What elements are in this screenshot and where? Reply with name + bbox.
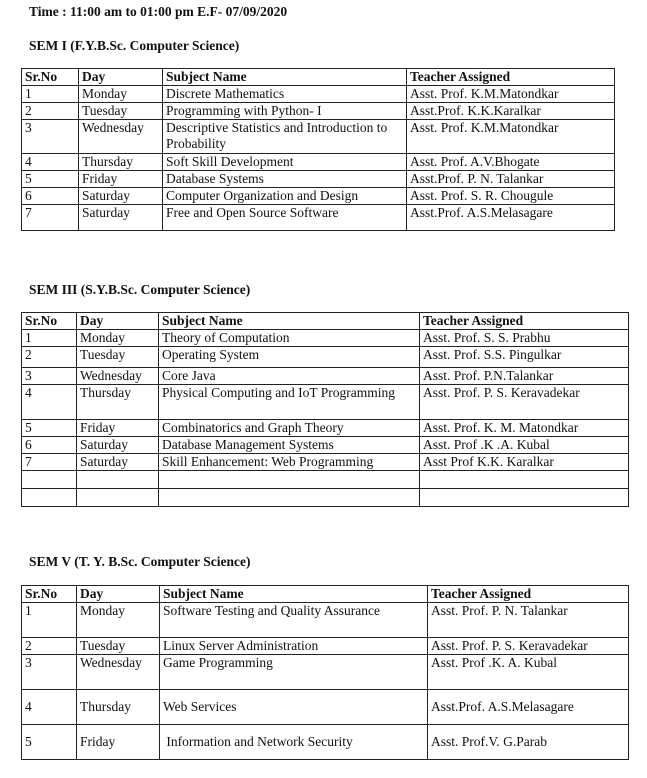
cell-day: Saturday: [79, 188, 163, 205]
cell-teacher: Asst.Prof. P. N. Talankar: [407, 171, 615, 188]
cell-subject: Descriptive Statistics and Introduction to Probability: [163, 120, 407, 154]
col-header-teacher: Teacher Assigned: [407, 69, 615, 86]
cell-subject: Game Programming: [160, 655, 428, 690]
cell-teacher: Asst.Prof. A.S.Melasagare: [407, 205, 615, 231]
col-header-teacher: Teacher Assigned: [428, 586, 629, 603]
table-row: [22, 420, 629, 437]
cell-day: Friday: [77, 725, 160, 760]
sem3-heading: SEM III (S.Y.B.Sc. Computer Science): [29, 282, 251, 297]
cell-srno: 1: [22, 603, 77, 638]
table-row: [22, 347, 629, 368]
cell-subject: Combinatorics and Graph Theory: [159, 420, 420, 437]
cell-day: Friday: [77, 420, 159, 437]
cell-day: Thursday: [79, 154, 163, 171]
cell-subject: Database Systems: [163, 171, 407, 188]
cell-teacher: Asst. Prof. K. M. Matondkar: [420, 420, 629, 437]
cell-subject: [159, 471, 420, 489]
cell-subject: Software Testing and Quality Assurance: [160, 603, 428, 638]
cell-subject: Free and Open Source Software: [163, 205, 407, 231]
col-header-subject: Subject Name: [160, 586, 428, 603]
cell-srno: 4: [22, 385, 77, 420]
cell-teacher: Asst. Prof.V. G.Parab: [428, 725, 629, 760]
cell-teacher: Asst. Prof. P. S. Keravadekar: [420, 385, 629, 420]
cell-teacher: Asst.Prof. K.K.Karalkar: [407, 103, 615, 120]
col-header-srno: Sr.No: [22, 69, 79, 86]
cell-srno: 1: [22, 86, 79, 103]
cell-teacher: Asst. Prof .K .A. Kubal: [420, 437, 629, 454]
cell-srno: 5: [22, 171, 79, 188]
table-row: [22, 330, 629, 347]
cell-day: Monday: [77, 330, 159, 347]
cell-teacher: [420, 471, 629, 489]
cell-day: Friday: [79, 171, 163, 188]
cell-subject: Database Management Systems: [159, 437, 420, 454]
cell-srno: 3: [22, 368, 77, 385]
cell-teacher: Asst. Prof. S. R. Chougule: [407, 188, 615, 205]
cell-srno: 3: [22, 120, 79, 154]
cell-subject: Soft Skill Development: [163, 154, 407, 171]
cell-srno: 1: [22, 330, 77, 347]
cell-srno: [22, 471, 77, 489]
cell-teacher: Asst. Prof .K. A. Kubal: [428, 655, 629, 690]
table-row: [22, 690, 629, 725]
cell-day: Wednesday: [77, 655, 160, 690]
cell-subject: Linux Server Administration: [160, 638, 428, 655]
table-row-empty: [22, 489, 629, 507]
cell-srno: 5: [22, 725, 77, 760]
cell-subject: Physical Computing and IoT Programming: [159, 385, 420, 420]
cell-teacher: Asst. Prof. P. S. Keravadekar: [428, 638, 629, 655]
table-row: [22, 437, 629, 454]
cell-srno: 6: [22, 188, 79, 205]
cell-srno: 4: [22, 690, 77, 725]
cell-srno: 2: [22, 638, 77, 655]
col-header-subject: Subject Name: [159, 313, 420, 330]
cell-day: [77, 471, 159, 489]
table-row: [22, 603, 629, 638]
cell-subject: Web Services: [160, 690, 428, 725]
table-row: [22, 120, 615, 154]
cell-day: Saturday: [77, 454, 159, 471]
cell-srno: 4: [22, 154, 79, 171]
cell-teacher: Asst. Prof. K.M.Matondkar: [407, 120, 615, 154]
sem1-table: [21, 68, 615, 231]
cell-subject: Core Java: [159, 368, 420, 385]
cell-srno: 7: [22, 205, 79, 231]
cell-teacher: Asst. Prof. S.S. Pingulkar: [420, 347, 629, 368]
col-header-day: Day: [77, 313, 159, 330]
cell-subject: Theory of Computation: [159, 330, 420, 347]
cell-srno: 5: [22, 420, 77, 437]
cell-teacher: Asst. Prof. P. N. Talankar: [428, 603, 629, 638]
cell-subject: Operating System: [159, 347, 420, 368]
cell-day: Saturday: [79, 205, 163, 231]
timetable-title: Time : 11:00 am to 01:00 pm E.F- 07/09/2020: [29, 4, 288, 19]
table-row: [22, 188, 615, 205]
cell-srno: 2: [22, 103, 79, 120]
cell-subject: Programming with Python- I: [163, 103, 407, 120]
table-row: [22, 638, 629, 655]
cell-day: Saturday: [77, 437, 159, 454]
col-header-srno: Sr.No: [22, 586, 77, 603]
col-header-day: Day: [77, 586, 160, 603]
cell-day: Thursday: [77, 690, 160, 725]
table-row: [22, 655, 629, 690]
cell-subject: Computer Organization and Design: [163, 188, 407, 205]
col-header-teacher: Teacher Assigned: [420, 313, 629, 330]
table-row: [22, 454, 629, 471]
col-header-day: Day: [79, 69, 163, 86]
sem5-header-row: [22, 586, 629, 603]
cell-teacher: Asst. Prof. P.N.Talankar: [420, 368, 629, 385]
cell-srno: 6: [22, 437, 77, 454]
cell-srno: [22, 489, 77, 507]
sem1-heading: SEM I (F.Y.B.Sc. Computer Science): [29, 38, 240, 53]
cell-srno: 2: [22, 347, 77, 368]
table-row: [22, 154, 615, 171]
table-row: [22, 725, 629, 760]
cell-teacher: Asst. Prof. K.M.Matondkar: [407, 86, 615, 103]
cell-teacher: [420, 489, 629, 507]
cell-day: Tuesday: [77, 347, 159, 368]
cell-day: Tuesday: [79, 103, 163, 120]
cell-day: Tuesday: [77, 638, 160, 655]
cell-day: Wednesday: [79, 120, 163, 154]
sem3-table: [21, 312, 629, 507]
cell-srno: 3: [22, 655, 77, 690]
sem5-heading: SEM V (T. Y. B.Sc. Computer Science): [29, 554, 251, 569]
cell-teacher: Asst Prof K.K. Karalkar: [420, 454, 629, 471]
cell-teacher: Asst. Prof. S. S. Prabhu: [420, 330, 629, 347]
sem3-header-row: [22, 313, 629, 330]
cell-srno: 7: [22, 454, 77, 471]
cell-subject: Skill Enhancement: Web Programming: [159, 454, 420, 471]
cell-subject: Information and Network Security: [160, 725, 428, 760]
table-row: [22, 385, 629, 420]
cell-subject: [159, 489, 420, 507]
table-row: [22, 205, 615, 231]
cell-subject: Discrete Mathematics: [163, 86, 407, 103]
table-row-empty: [22, 471, 629, 489]
cell-day: Monday: [77, 603, 160, 638]
col-header-srno: Sr.No: [22, 313, 77, 330]
table-row: [22, 368, 629, 385]
table-row: [22, 171, 615, 188]
sem5-table: [21, 585, 629, 760]
cell-teacher: Asst. Prof. A.V.Bhogate: [407, 154, 615, 171]
col-header-subject: Subject Name: [163, 69, 407, 86]
cell-day: [77, 489, 159, 507]
cell-day: Thursday: [77, 385, 159, 420]
table-row: [22, 86, 615, 103]
cell-day: Monday: [79, 86, 163, 103]
cell-teacher: Asst.Prof. A.S.Melasagare: [428, 690, 629, 725]
sem1-header-row: [22, 69, 615, 86]
cell-day: Wednesday: [77, 368, 159, 385]
table-row: [22, 103, 615, 120]
